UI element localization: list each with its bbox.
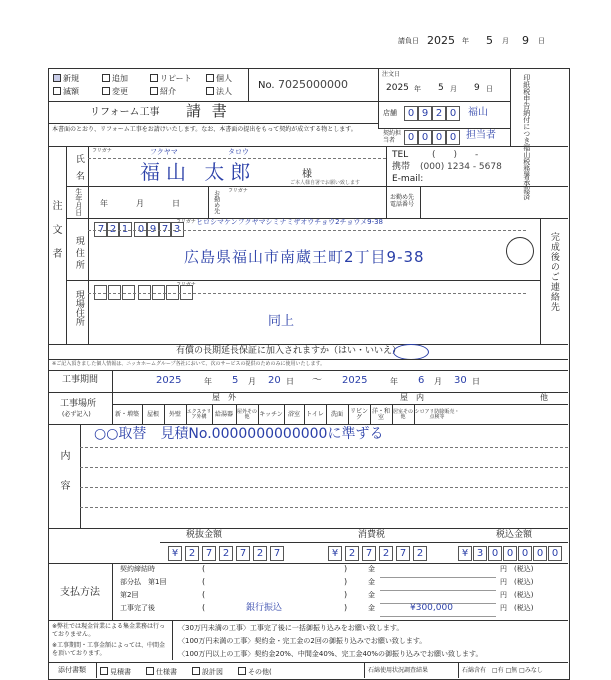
address-value: 広島県福山市南蔵王町2丁目9-38: [184, 248, 425, 266]
order-no-value: 7025000000: [278, 78, 348, 91]
payment-paren-close: ): [344, 603, 348, 612]
digit-box: 7: [94, 222, 108, 237]
zeikomi-label: (税込): [514, 604, 534, 612]
checkbox-shokai[interactable]: 紹介: [150, 87, 176, 96]
outside-header: 屋 外: [212, 393, 236, 402]
payment-label: 支払方法: [60, 587, 100, 598]
store-name: 福山: [468, 107, 488, 118]
yen-label: 円: [500, 578, 507, 586]
attachment-label: 見積書: [110, 668, 131, 676]
work-label: お勤め先: [212, 190, 220, 214]
site-value: 同上: [268, 314, 295, 329]
amount-underline: [380, 577, 496, 578]
digit-box: ¥: [458, 546, 472, 561]
furigana-given: タロウ: [228, 148, 249, 156]
location-item[interactable]: 給湯器: [214, 411, 233, 418]
digit-box: 0: [446, 130, 460, 145]
location-item[interactable]: 居室その他: [392, 409, 413, 420]
checkbox-square: [192, 667, 200, 675]
location-item[interactable]: 新・増築: [114, 411, 139, 418]
zeikomi-label: (税込): [514, 578, 534, 586]
digit-box: 0: [518, 546, 532, 561]
checkbox-shinki[interactable]: 新規: [53, 74, 79, 83]
email-label: E-mail:: [392, 174, 424, 184]
digit-box: 2: [106, 222, 120, 237]
digit-box: 7: [236, 546, 250, 561]
payment-row-label: 第2回: [120, 591, 139, 599]
digit-box: 0: [548, 546, 562, 561]
payment-method: 銀行振込: [246, 603, 283, 613]
pretax-label: 税抜金額: [186, 530, 223, 540]
payment-paren-close: ): [344, 564, 348, 573]
payment-paren-open: (: [202, 564, 206, 573]
attachment-label: その他(: [248, 668, 272, 676]
location-item[interactable]: リビング: [349, 408, 368, 421]
digit-box: 7: [270, 546, 284, 561]
total-label: 税込金額: [496, 530, 533, 540]
form-frame: [48, 68, 570, 680]
payment-row-label: 部分払 第1回: [120, 578, 167, 586]
name-label: 氏名: [73, 154, 84, 188]
digit-box: 0: [488, 546, 502, 561]
privacy-note: ※ご記入頂きました個人情報は、ニッカホームグループ各社において、次のサービスの提供のためのみに使用いたします。: [52, 361, 326, 367]
digit-box: 9: [418, 106, 432, 121]
location-item[interactable]: トイレ: [306, 411, 324, 418]
period-end-month: 6: [418, 375, 425, 386]
customer-name: 福山 太郎: [140, 160, 257, 184]
tel-value: ( ) -: [432, 150, 479, 160]
order-date-year: 2025: [386, 83, 409, 93]
checkbox-metsuyaku[interactable]: 滅額: [53, 87, 79, 96]
digit-box: 0: [503, 546, 517, 561]
period-end-year: 2025: [342, 375, 368, 386]
period-start-month: 5: [232, 375, 239, 386]
digit-box: 0: [404, 130, 418, 145]
request-year: 2025: [427, 34, 455, 47]
payment-amount: ¥300,000: [410, 603, 453, 613]
attachment-checkbox[interactable]: [100, 667, 131, 676]
location-item[interactable]: 洗面: [330, 411, 343, 418]
digit-box: 9: [146, 222, 160, 237]
digit-box: 2: [253, 546, 267, 561]
digit-box: 0: [418, 130, 432, 145]
order-date-month: 5: [438, 83, 444, 93]
attachment-label: 設計図: [202, 668, 223, 676]
digit-box: 0: [404, 106, 418, 121]
checkbox-kojin[interactable]: 個人: [206, 74, 232, 83]
kin-label: 金: [368, 604, 375, 612]
location-item[interactable]: 屋根: [146, 411, 159, 418]
payment-paren-close: ): [344, 590, 348, 599]
digit-box: 2: [413, 546, 427, 561]
digit-box: 2: [432, 106, 446, 121]
order-date-label: 注文日: [382, 71, 401, 78]
site-label: 現場住所: [73, 290, 84, 326]
period-start-year: 2025: [156, 375, 182, 386]
address-label: 現住所: [73, 236, 84, 272]
attachment-label: 仕様書: [156, 668, 177, 676]
digit-box: 7: [158, 222, 172, 237]
payment-paren-open: (: [202, 577, 206, 586]
digit-box: 0: [432, 130, 446, 145]
content-text: ○○取替 見積No.0000000000000に準ずる: [94, 426, 384, 442]
location-item[interactable]: 浴室: [287, 411, 300, 418]
location-label: 工事場所: [60, 399, 97, 409]
digit-box: ¥: [168, 546, 182, 561]
checkbox-square: [238, 667, 246, 675]
zeikomi-label: (税込): [514, 565, 534, 573]
checkbox-square: [146, 667, 154, 675]
warranty-answer-circle[interactable]: [393, 344, 429, 360]
contract-name: 担当者: [466, 130, 496, 141]
amount-underline: [380, 616, 496, 617]
store-label: 店舗: [383, 109, 397, 117]
location-item[interactable]: エクステリア外構: [186, 409, 212, 420]
digit-box: 2: [219, 546, 233, 561]
location-item[interactable]: キッチン: [259, 411, 283, 418]
name-note: ご本人様自署でお願い致します: [290, 180, 361, 186]
request-date-label: 請負日: [398, 37, 419, 45]
checkbox-repeat[interactable]: リピート: [150, 74, 192, 83]
digit-box: 3: [170, 222, 184, 237]
tax-label: 消費税: [358, 530, 386, 540]
digit-box: 0: [446, 106, 460, 121]
mobile-value: (000) 1234 - 5678: [420, 162, 502, 172]
attachment-checkbox[interactable]: [192, 667, 223, 676]
notice-text: 本書面のとおり、リフォーム工事をお請けいたします。なお、本書面の提出をもって契約が成立する物とします。: [52, 126, 357, 133]
content-label: 内容: [58, 450, 69, 510]
contact-circle[interactable]: [506, 237, 534, 265]
payment-row-label: 工事完了後: [120, 604, 155, 612]
midpay-note: ※工事期間・工事金額によっては、中間金を頂いております。: [52, 642, 166, 658]
cash-note: ※弊社では現金営業による集金業務は行っておりません。: [52, 623, 166, 639]
order-date-day: 9: [474, 83, 480, 93]
period-start-day: 20: [268, 375, 281, 386]
zeikomi-label: (税込): [514, 591, 534, 599]
kin-label: 金: [368, 565, 375, 573]
digit-box: 2: [379, 546, 393, 561]
furigana-family: フクヤマ: [150, 148, 178, 156]
work-tel-label: お勤め先電話番号: [390, 194, 415, 209]
period-end-day: 30: [454, 375, 467, 386]
payment-paren-open: (: [202, 603, 206, 612]
contract-label: 契約担当者: [383, 130, 402, 144]
checkbox-square: [100, 667, 108, 675]
attachments-label: 添付書類: [58, 666, 86, 674]
attachment-checkbox[interactable]: [146, 667, 177, 676]
asbestos-label: 石綿使用状況調査結果: [368, 667, 429, 674]
payment-paren-open: (: [202, 590, 206, 599]
birth-label: 生年月日: [74, 188, 83, 216]
inside-header: 屋 内: [400, 393, 424, 402]
request-day: 9: [522, 34, 529, 47]
order-no-label: No.: [258, 80, 275, 91]
period-label: 工事期間: [62, 375, 99, 385]
yen-label: 円: [500, 591, 507, 599]
location-item[interactable]: シロアリ防除販売・点検等: [414, 409, 460, 420]
birth-value: 年 月 日: [100, 199, 190, 208]
tel-label: TEL: [392, 150, 409, 160]
checkbox-henko[interactable]: 変更: [102, 87, 128, 96]
customer-section-label: 注文者: [50, 200, 61, 272]
request-month: 5: [486, 34, 493, 47]
tax-approval-note: 印紙税申告納付につき福山税務署承認済: [522, 74, 531, 200]
warranty-question: 有償の長期延長保証に加入されますか（はい・いいえ）: [176, 346, 402, 356]
contact-label: 完成後のご連絡先: [548, 232, 559, 312]
rule-under-300k: 〈30万円未満の工事〉工事完了後に一括御振り込みをお願い致します。: [178, 624, 404, 632]
address-kana: ヒロシマケンフクヤマシミナミザオウチョウ2チョウメ9-38: [196, 218, 384, 226]
page-title: 請 書: [186, 102, 230, 120]
location-item[interactable]: 屋外その他: [236, 409, 257, 420]
kin-label: 金: [368, 578, 375, 586]
yen-label: 円: [500, 604, 507, 612]
digit-box: 7: [396, 546, 410, 561]
rule-over-1m: 〈100万円以上の工事〉契約金20%、中間金40%、完工金40%の御振り込みでお願い致します。: [178, 650, 483, 658]
location-item[interactable]: 外壁: [168, 411, 181, 418]
digit-box: 3: [473, 546, 487, 561]
digit-box: 0: [533, 546, 547, 561]
amount-underline: [380, 590, 496, 591]
attachment-checkbox[interactable]: [238, 667, 272, 676]
mobile-label: 携帯: [392, 162, 411, 172]
asbestos-options: 石綿含有 □有 □無 □みなし: [462, 667, 543, 674]
kin-label: 金: [368, 591, 375, 599]
payment-row-label: 契約締結時: [120, 565, 155, 573]
yen-label: 円: [500, 565, 507, 573]
location-item[interactable]: 洋・和室: [371, 408, 390, 421]
digit-box: ¥: [328, 546, 342, 561]
digit-box: 1: [118, 222, 132, 237]
digit-box: 7: [202, 546, 216, 561]
digit-box: 2: [185, 546, 199, 561]
other-header: 他: [540, 393, 548, 402]
title-left: リフォーム工事: [90, 107, 160, 118]
rule-under-1m: 〈100万円未満の工事〉契約金・完工金の2回の御振り込みでお願い致します。: [178, 637, 427, 645]
payment-paren-close: ): [344, 577, 348, 586]
sama-label: 様: [302, 169, 312, 180]
digit-box: 0: [134, 222, 148, 237]
checkbox-hojin[interactable]: 法人: [206, 87, 232, 96]
digit-box: 7: [362, 546, 376, 561]
digit-box: 2: [345, 546, 359, 561]
checkbox-tsuika[interactable]: 追加: [102, 74, 128, 83]
